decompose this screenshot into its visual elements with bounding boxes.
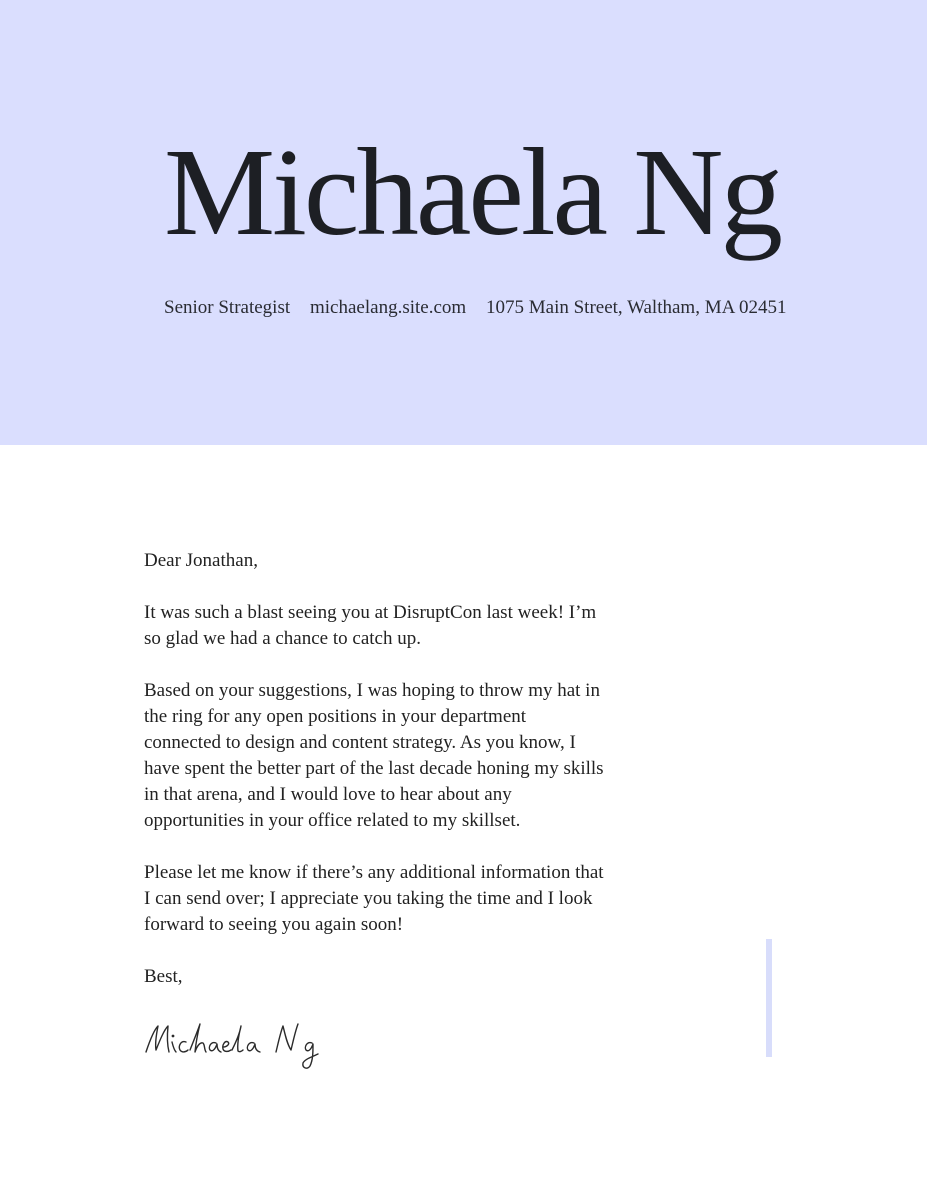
sender-title: Senior Strategist — [164, 297, 291, 318]
letter-body — [144, 548, 604, 990]
paragraph-3: Please let me know if there’s any additional information that I can send over; I appreciate you taking the time and I look forward to seeing you again soon! — [144, 862, 604, 935]
paragraph-1: It was such a blast seeing you at DisruptCon last week! I’m so glad we had a chance to catch up. — [144, 602, 597, 649]
closing: Best, — [144, 966, 183, 987]
paragraph-2: Based on your suggestions, I was hoping to throw my hat in the ring for any open positions in your department connected to design and content strategy. As you know, I have spent the better part of the last decade honing my skills in that arena, and I would love to hear about any opportunities in your office related to my skillset. — [144, 680, 604, 831]
sender-website: michaelang.site.com — [310, 297, 467, 318]
sender-name: Michaela Ng — [164, 124, 781, 262]
header-banner — [0, 0, 927, 445]
accent-bar — [766, 939, 772, 1057]
salutation: Dear Jonathan, — [144, 550, 258, 571]
handwritten-signature — [142, 1014, 342, 1074]
sender-address: 1075 Main Street, Waltham, MA 02451 — [486, 297, 787, 318]
